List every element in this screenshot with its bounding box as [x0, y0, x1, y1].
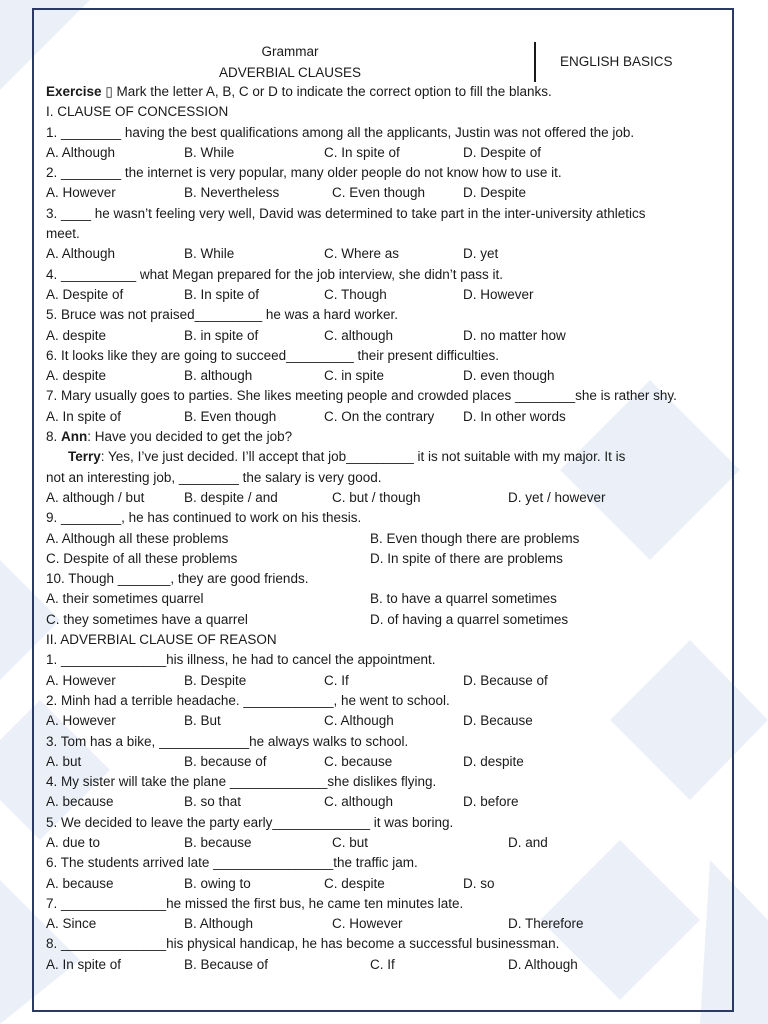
options-row [46, 914, 722, 934]
answer-option[interactable]: B. despite / and [184, 489, 278, 505]
question-text: 8. Ann: Have you decided to get the job? [46, 429, 293, 445]
options-row [46, 589, 722, 609]
section-title: I. CLAUSE OF CONCESSION [46, 104, 229, 120]
answer-option[interactable]: D. and [508, 834, 548, 850]
answer-option[interactable]: D. so [463, 875, 495, 891]
answer-option[interactable]: D. yet [463, 246, 499, 262]
answer-option[interactable]: C. If [324, 672, 349, 688]
options-row [46, 143, 722, 163]
header-divider [534, 42, 536, 82]
answer-option[interactable]: A. However [46, 185, 116, 201]
question-text: 10. Though _______, they are good friends. [46, 571, 309, 587]
answer-option[interactable]: C. Even though [332, 185, 426, 201]
question-text: Terry: Yes, I’ve just decided. I’ll accept that job_________ it is not suitable with my major. It is [68, 449, 626, 465]
answer-option[interactable]: B. because [184, 834, 252, 850]
answer-option[interactable]: C. they sometimes have a quarrel [46, 611, 248, 627]
options-row [46, 326, 722, 346]
brand-label: ENGLISH BASICS [560, 54, 673, 69]
answer-option[interactable]: A. their sometimes quarrel [46, 591, 204, 607]
answer-option[interactable]: A. Although all these problems [46, 530, 229, 546]
answer-option[interactable]: C. In spite of [324, 144, 400, 160]
answer-option[interactable]: D. In spite of there are problems [370, 550, 563, 566]
answer-option[interactable]: C. although [324, 794, 394, 810]
answer-option[interactable]: B. Nevertheless [184, 185, 280, 201]
answer-option[interactable]: B. Even though [184, 408, 277, 424]
answer-option[interactable]: A. despite [46, 368, 107, 384]
answer-option[interactable]: B. to have a quarrel sometimes [370, 591, 557, 607]
worksheet-content [46, 82, 722, 975]
answer-option[interactable]: C. Where as [324, 246, 400, 262]
options-row [46, 711, 722, 731]
section-title: II. ADVERBIAL CLAUSE OF REASON [46, 632, 277, 648]
grammar-label: Grammar [261, 44, 319, 59]
question-text: 5. Bruce was not praised_________ he was a hard worker. [46, 307, 398, 323]
question-text: not an interesting job, ________ the salary is very good. [46, 469, 382, 485]
question-text: 1. ______________his illness, he had to cancel the appointment. [46, 652, 436, 668]
exercise-instruction [46, 82, 722, 102]
answer-option[interactable]: C. although [324, 327, 394, 343]
answer-option[interactable]: A. Although [46, 246, 116, 262]
answer-option[interactable]: B. because of [184, 753, 267, 769]
answer-option[interactable]: B. although [184, 368, 253, 384]
answer-option[interactable]: D. of having a quarrel sometimes [370, 611, 569, 627]
answer-option[interactable]: C. On the contrary [324, 408, 435, 424]
answer-option[interactable]: C. in spite [324, 368, 385, 384]
answer-option[interactable]: A. Despite of [46, 286, 124, 302]
answer-option[interactable]: D. even though [463, 368, 555, 384]
options-row [46, 752, 722, 772]
question-text: 3. ____ he wasn’t feeling very well, David was determined to take part in the inter-university athletics [46, 205, 646, 221]
options-row [46, 833, 722, 853]
answer-option[interactable]: D. yet / however [508, 489, 606, 505]
question-text: 2. ________ the internet is very popular, many older people do not know how to use it. [46, 165, 562, 181]
question-text: 9. ________, he has continued to work on his thesis. [46, 510, 362, 526]
answer-option[interactable]: C. but / though [332, 489, 421, 505]
answer-option[interactable]: C. but [332, 834, 369, 850]
question-text: 6. It looks like they are going to succeed_________ their present difficulties. [46, 347, 500, 363]
answer-option[interactable]: A. However [46, 713, 116, 729]
options-row [46, 549, 722, 569]
answer-option[interactable]: A. In spite of [46, 408, 122, 424]
question-text: 1. ________ having the best qualifications among all the applicants, Justin was not offered the job. [46, 124, 635, 140]
answer-option[interactable]: D. Despite [463, 185, 527, 201]
answer-option[interactable]: C. Although [324, 713, 394, 729]
options-row [46, 488, 722, 508]
options-row [46, 610, 722, 630]
question-text: 5. We decided to leave the party early_____________ it was boring. [46, 814, 454, 830]
answer-option[interactable]: D. Despite of [463, 144, 542, 160]
answer-option[interactable]: B. While [184, 246, 235, 262]
answer-option[interactable]: B. Although [184, 916, 254, 932]
answer-option[interactable]: C. because [324, 753, 393, 769]
answer-option[interactable]: D. Therefore [508, 916, 584, 932]
options-row [46, 529, 722, 549]
options-row [46, 366, 722, 386]
answer-option[interactable]: D. Because [463, 713, 533, 729]
options-row [46, 671, 722, 691]
answer-option[interactable]: B. Even though there are problems [370, 530, 580, 546]
answer-option[interactable]: B. in spite of [184, 327, 259, 343]
answer-option[interactable]: A. although / but [46, 489, 145, 505]
answer-option[interactable]: A. due to [46, 834, 101, 850]
answer-option[interactable]: A. because [46, 794, 114, 810]
options-row [46, 955, 722, 975]
question-text: 4. My sister will take the plane _____________she dislikes flying. [46, 774, 437, 790]
question-text: 8. ______________his physical handicap, he has become a successful businessman. [46, 936, 560, 952]
answer-option[interactable]: B. While [184, 144, 235, 160]
options-row [46, 285, 722, 305]
answer-option[interactable]: B. But [184, 713, 221, 729]
instruction-text: Mark the letter A, B, C or D to indicate the correct option to fill the blanks. [116, 84, 552, 99]
question-text: 2. Minh had a terrible headache. ____________, he went to school. [46, 692, 450, 708]
answer-option[interactable]: B. Despite [184, 672, 247, 688]
options-row [46, 244, 722, 264]
answer-option[interactable]: A. Although [46, 144, 116, 160]
question-text: 3. Tom has a bike, ____________he always walks to school. [46, 733, 409, 749]
answer-option[interactable]: A. but [46, 753, 82, 769]
answer-option[interactable]: B. so that [184, 794, 242, 810]
answer-option[interactable]: D. In other words [463, 408, 566, 424]
question-text: 4. __________ what Megan prepared for the job interview, she didn’t pass it. [46, 266, 504, 282]
exercise-symbol: ▯ [105, 84, 113, 99]
answer-option[interactable]: D. before [463, 794, 519, 810]
answer-option[interactable]: B. owing to [184, 875, 251, 891]
exercise-label: Exercise [46, 84, 102, 99]
options-row [46, 183, 722, 203]
answer-option[interactable]: C. Though [324, 286, 387, 302]
answer-option[interactable]: A. In spite of [46, 956, 122, 972]
options-row [46, 407, 722, 427]
answer-option[interactable]: C. Despite of all these problems [46, 550, 238, 566]
question-text: meet. [46, 226, 80, 242]
answer-option[interactable]: A. However [46, 672, 116, 688]
question-text: 7. ______________he missed the first bus, he came ten minutes late. [46, 895, 464, 911]
answer-option[interactable]: D. Because of [463, 672, 548, 688]
topic-title: ADVERBIAL CLAUSES [218, 65, 362, 80]
answer-option[interactable]: D. despite [463, 753, 524, 769]
answer-option[interactable]: D. However [463, 286, 534, 302]
answer-option[interactable]: D. no matter how [463, 327, 566, 343]
answer-option[interactable]: B. Because of [184, 956, 269, 972]
answer-option[interactable]: C. despite [324, 875, 385, 891]
answer-option[interactable]: C. However [332, 916, 403, 932]
answer-option[interactable]: D. Although [508, 956, 578, 972]
answer-option[interactable]: A. Since [46, 916, 97, 932]
question-text: 7. Mary usually goes to parties. She likes meeting people and crowded places ________she is rather shy. [46, 388, 677, 404]
options-row [46, 874, 722, 894]
answer-option[interactable]: C. If [370, 956, 395, 972]
answer-option[interactable]: B. In spite of [184, 286, 260, 302]
answer-option[interactable]: A. despite [46, 327, 107, 343]
question-text: 6. The students arrived late ________________the traffic jam. [46, 855, 418, 871]
answer-option[interactable]: A. because [46, 875, 114, 891]
options-row [46, 792, 722, 812]
